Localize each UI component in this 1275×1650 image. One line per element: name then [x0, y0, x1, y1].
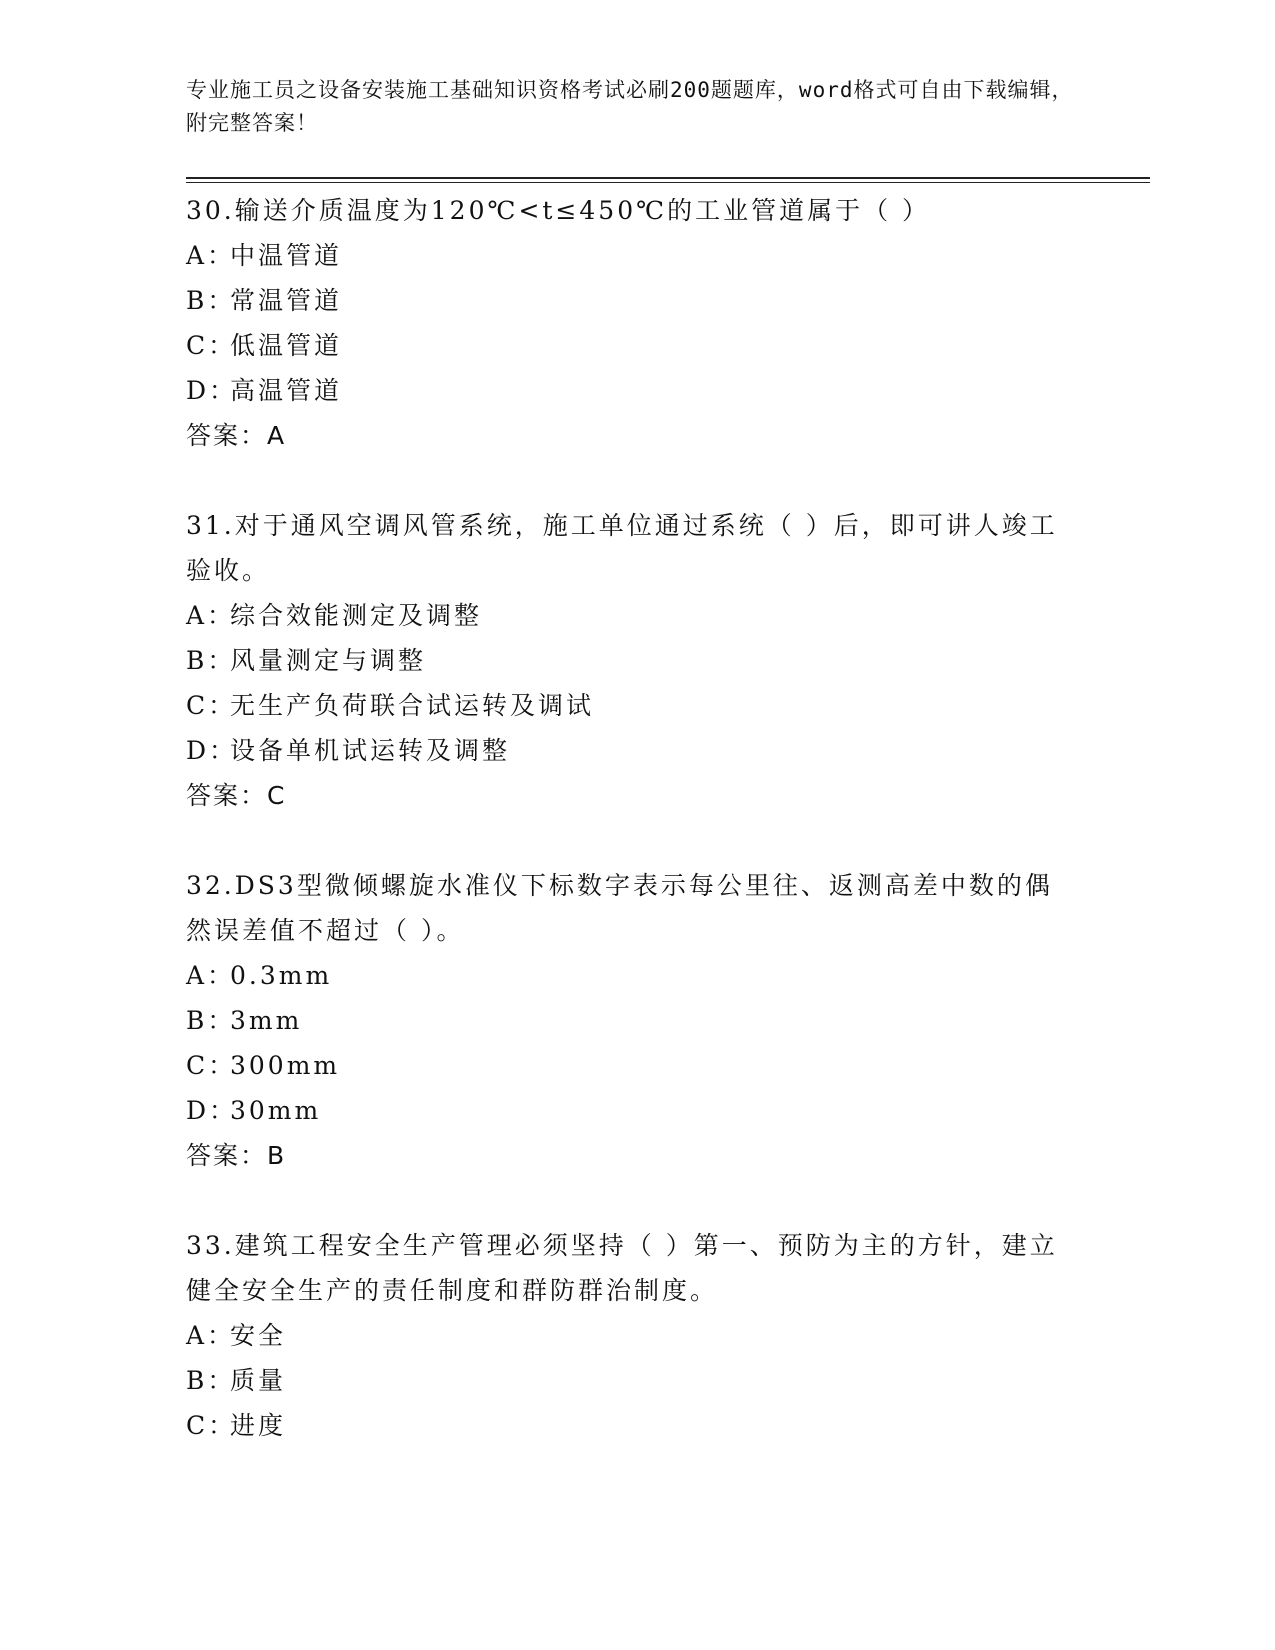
- option-text: 3mm: [230, 1006, 303, 1035]
- option-text: 质量: [230, 1366, 287, 1395]
- question-31: [186, 503, 1066, 819]
- option-letter: D：: [186, 376, 238, 405]
- question-list: [186, 188, 1066, 1492]
- option-text: 30mm: [230, 1096, 322, 1125]
- option-a: [186, 593, 1066, 638]
- option-d: [186, 1088, 1066, 1133]
- option-letter: B：: [186, 1366, 236, 1395]
- option-b: [186, 998, 1066, 1043]
- option-a: [186, 1313, 1066, 1358]
- question-33: [186, 1223, 1066, 1448]
- option-text: 300mm: [230, 1051, 341, 1080]
- option-a: [186, 233, 1066, 278]
- option-letter: A：: [186, 1321, 236, 1350]
- question-32: [186, 863, 1066, 1179]
- option-b: [186, 1358, 1066, 1403]
- option-d: [186, 368, 1066, 413]
- option-c: [186, 1043, 1066, 1088]
- option-letter: C：: [186, 691, 237, 720]
- question-stem: 33.建筑工程安全生产管理必须坚持（ ）第一、预防为主的方针，建立健全安全生产的责任制度和群防群治制度。: [186, 1231, 1058, 1305]
- option-b: [186, 638, 1066, 683]
- header-divider-thick: [186, 177, 1150, 179]
- option-text: 0.3mm: [230, 961, 333, 990]
- option-letter: C：: [186, 1051, 237, 1080]
- question-stem: 31.对于通风空调风管系统，施工单位通过系统（ ）后，即可讲人竣工验收。: [186, 511, 1058, 585]
- option-c: [186, 683, 1066, 728]
- option-text: 无生产负荷联合试运转及调试: [230, 691, 595, 720]
- option-letter: C：: [186, 331, 237, 360]
- option-letter: A：: [186, 961, 236, 990]
- option-text: 常温管道: [230, 286, 343, 315]
- header-divider-thin: [186, 182, 1150, 183]
- question-stem: 30.输送介质温度为120℃<t≤450℃的工业管道属于（ ）: [186, 196, 931, 225]
- option-b: [186, 278, 1066, 323]
- question-30: [186, 188, 1066, 459]
- answer-line: 答案：C: [186, 781, 287, 810]
- option-letter: A：: [186, 241, 236, 270]
- answer-line: 答案：A: [186, 421, 287, 450]
- option-c: [186, 323, 1066, 368]
- option-text: 设备单机试运转及调整: [230, 736, 511, 765]
- option-letter: C：: [186, 1411, 237, 1440]
- option-c: [186, 1403, 1066, 1448]
- document-header: 专业施工员之设备安装施工基础知识资格考试必刷200题题库，word格式可自由下载编辑，附完整答案！: [186, 78, 1074, 135]
- question-stem: 32.DS3型微倾螺旋水准仪下标数字表示每公里往、返测高差中数的偶然误差值不超过（ ）。: [186, 871, 1053, 945]
- option-letter: B：: [186, 286, 236, 315]
- option-text: 高温管道: [230, 376, 343, 405]
- option-a: [186, 953, 1066, 998]
- option-letter: B：: [186, 646, 236, 675]
- option-letter: D：: [186, 1096, 238, 1125]
- option-text: 进度: [230, 1411, 287, 1440]
- option-text: 安全: [230, 1321, 287, 1350]
- option-letter: D：: [186, 736, 238, 765]
- option-text: 中温管道: [230, 241, 343, 270]
- answer-line: 答案：B: [186, 1141, 287, 1170]
- option-text: 低温管道: [230, 331, 343, 360]
- option-letter: B：: [186, 1006, 236, 1035]
- option-text: 风量测定与调整: [230, 646, 427, 675]
- option-letter: A：: [186, 601, 236, 630]
- option-d: [186, 728, 1066, 773]
- option-text: 综合效能测定及调整: [230, 601, 483, 630]
